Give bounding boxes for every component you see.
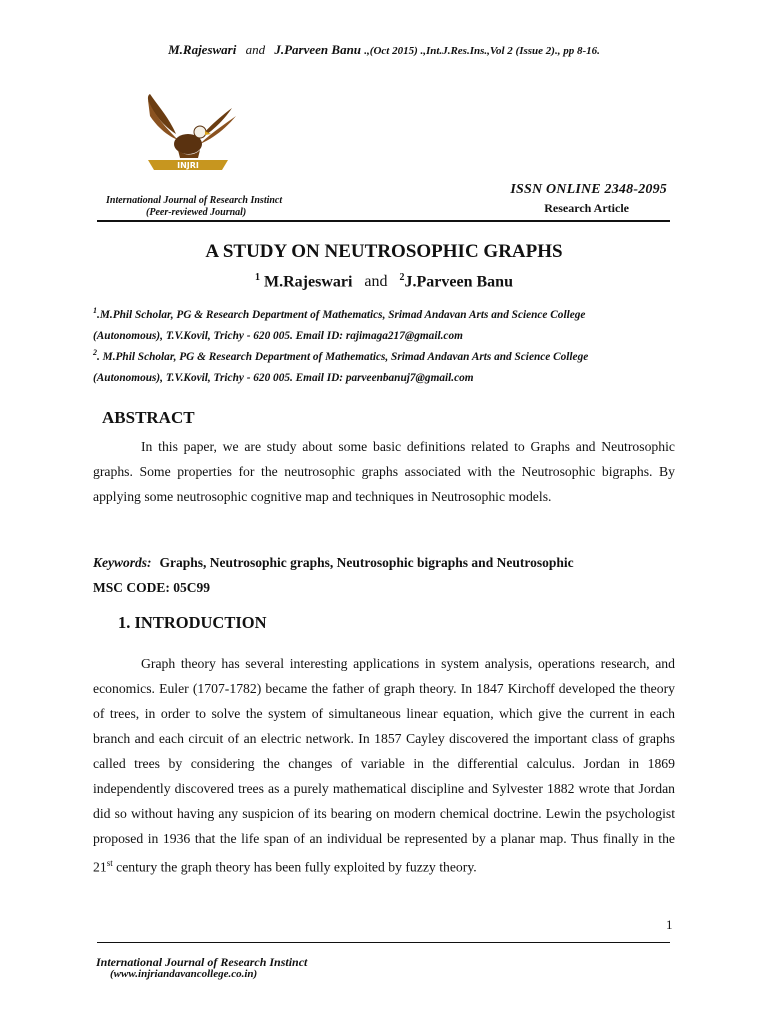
affiliation-1-line2: (Autonomous), T.V.Kovil, Trichy - 620 005. Email ID: rajimaga217@gmail.com xyxy=(93,329,463,342)
header-author2: J.Parveen Banu xyxy=(274,42,362,57)
footer-journal-name: International Journal of Research Instinct xyxy=(96,955,308,969)
header-author1: M.Rajeswari xyxy=(168,42,237,57)
author1-superscript: 1 xyxy=(255,272,260,283)
abstract-paragraph xyxy=(93,434,675,509)
affiliation-2 xyxy=(93,342,683,389)
author2-superscript: 2 xyxy=(399,272,405,283)
affiliation-1 xyxy=(93,300,683,347)
keywords-text: Graphs, Neutrosophic graphs, Neutrosophic bigraphs and Neutrosophic xyxy=(159,555,574,570)
eagle-logo-icon xyxy=(128,86,248,186)
author-line xyxy=(0,272,768,291)
paper-title: A STUDY ON NEUTROSOPHIC GRAPHS xyxy=(205,241,563,262)
affiliation-1-line1: .M.Phil Scholar, PG & Research Department of Mathematics, Srimad Andavan Arts and Science College xyxy=(97,308,586,321)
abstract-text: In this paper, we are study about some basic definitions related to Graphs and Neutrosophic graphs. Some properties for the neutrosophic graphs associated with the Neutrosophic bigraphs. By applying some neutrosophic cognitive map and techniques in Neutrosophic models. xyxy=(93,439,675,504)
affiliation-2-line1: . M.Phil Scholar, PG & Research Department of Mathematics, Srimad Andavan Arts and Science College xyxy=(97,350,589,363)
journal-name: International Journal of Research Instinct xyxy=(106,195,283,206)
introduction-heading: 1. INTRODUCTION xyxy=(118,613,267,632)
intro-superscript: st xyxy=(106,858,113,868)
author2-name: J.Parveen Banu xyxy=(404,273,513,291)
logo-banner-text: INJRI xyxy=(177,161,199,170)
abstract-heading: ABSTRACT xyxy=(102,408,195,427)
affiliation-1-superscript: 1 xyxy=(93,306,97,315)
issn: ISSN ONLINE 2348-2095 xyxy=(510,182,667,197)
keywords-label: Keywords: xyxy=(93,555,152,570)
msc-code: MSC CODE: 05C99 xyxy=(93,580,210,595)
author1-name: M.Rajeswari xyxy=(264,273,353,291)
page-number: 1 xyxy=(666,917,673,932)
footer-website: (www.injriandavancollege.co.in) xyxy=(110,968,258,980)
header-citation: .,(Oct 2015) .,Int.J.Res.Ins.,Vol 2 (Issue 2)., pp 8-16. xyxy=(364,45,600,57)
intro-text: Graph theory has several interesting applications in system analysis, operations research, and economics. Euler (1707-1782) became the father of graph theory. In 1847 Kirchoff developed the theory of trees, in order to solve the system of simultaneous linear equation, which give the current in each branch and each circuit of an electric network. In 1857 Cayley discovered the important class of graphs called trees by considering the changes of variable in the differential calculus. Jordan in 1869 independently discovered trees as a purely mathematical discipline and Sylvester 1882 wrote that Jordan did so without having any suspicion of its bearing on modern chemical doctrine. Lewin the psychologist proposed in 1936 that the life span of an individual be represented by a planar map. Thus finally in the 21 xyxy=(93,656,675,875)
author-and: and xyxy=(364,273,388,291)
keywords-block xyxy=(93,550,693,600)
footer-divider xyxy=(97,942,670,943)
intro-text-end: century the graph theory has been fully exploited by fuzzy theory. xyxy=(112,859,477,875)
affiliation-2-superscript: 2 xyxy=(93,348,97,357)
introduction-paragraph xyxy=(93,651,675,880)
header-and: and xyxy=(245,42,266,57)
affiliation-2-line2: (Autonomous), T.V.Kovil, Trichy - 620 005. Email ID: parveenbanuj7@gmail.com xyxy=(93,371,474,384)
article-type: Research Article xyxy=(544,201,629,215)
header-divider xyxy=(97,220,670,222)
journal-subtitle: (Peer-reviewed Journal) xyxy=(146,207,247,218)
running-header xyxy=(0,42,768,58)
